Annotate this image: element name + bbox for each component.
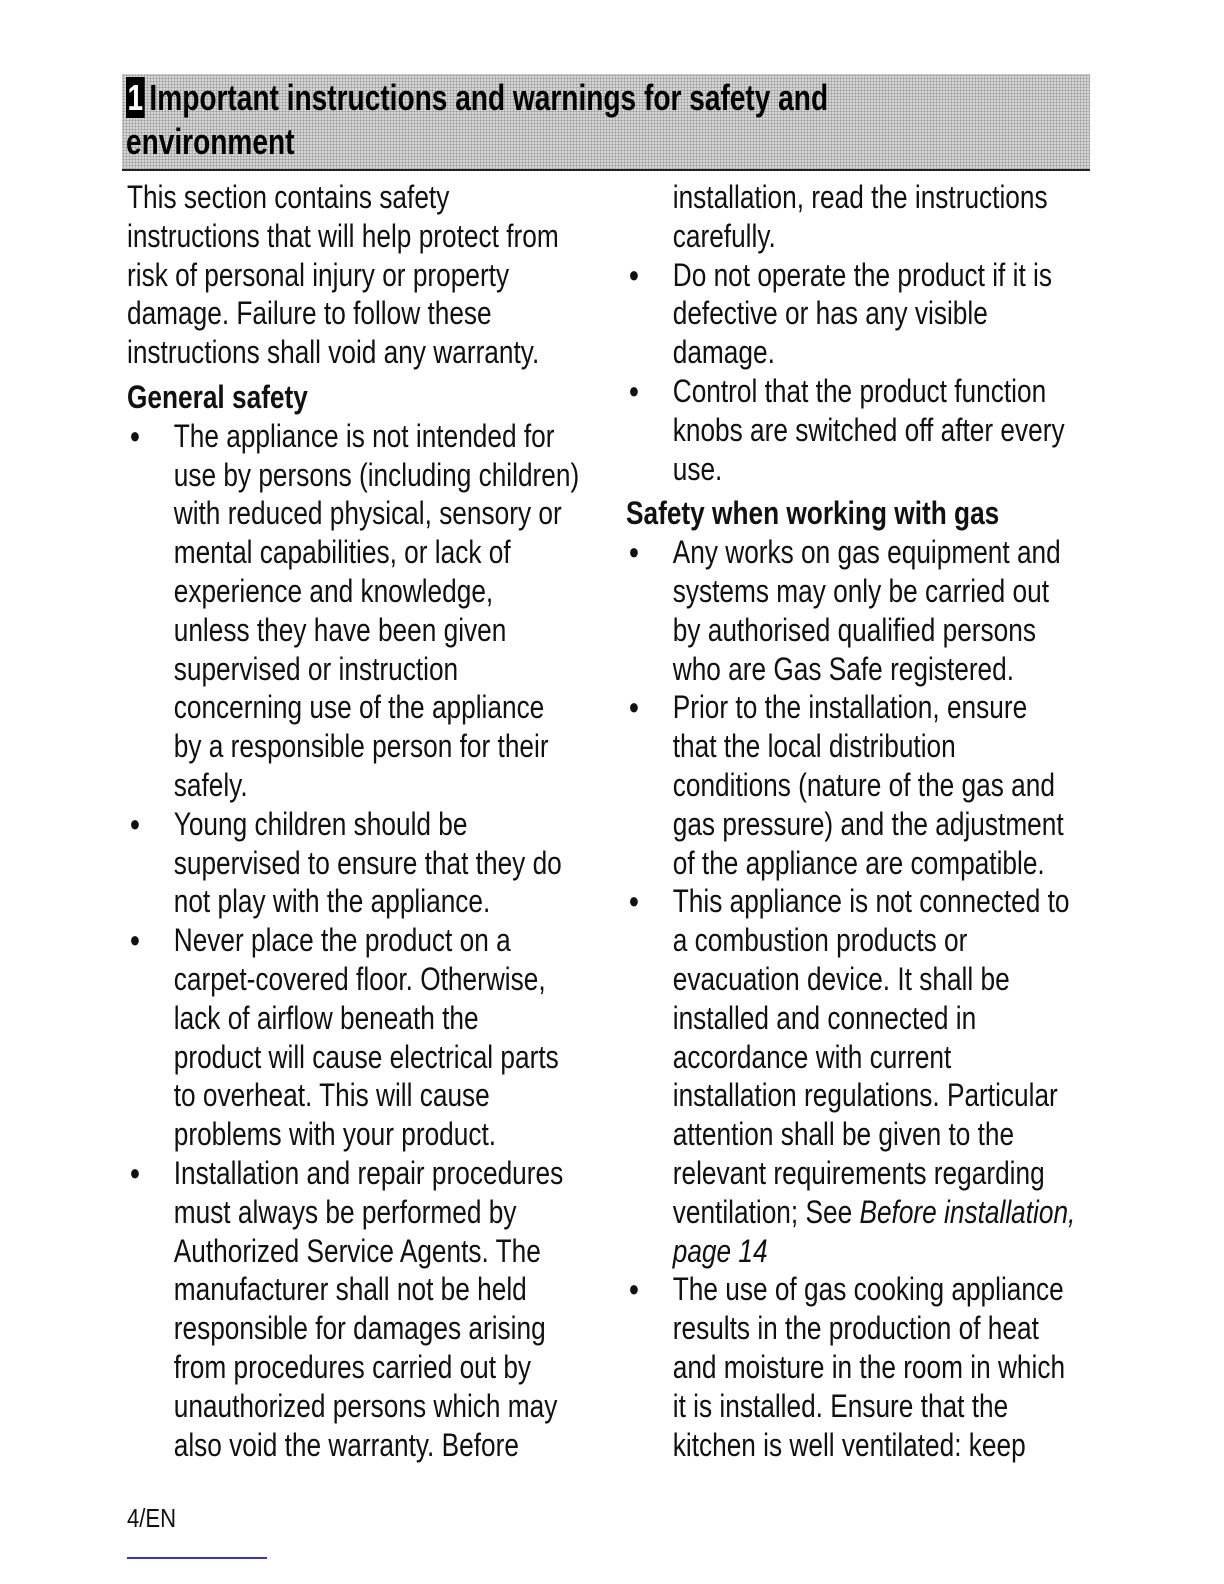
text-line <box>626 1426 1075 1465</box>
text: Young children should be <box>173 805 468 842</box>
text-line <box>626 1115 1075 1154</box>
text-line <box>127 688 579 727</box>
text: Control that the product function <box>672 372 1047 409</box>
text-line <box>626 688 1075 727</box>
text: manufacturer shall not be held <box>173 1271 527 1308</box>
text: unauthorized persons which may <box>173 1387 558 1424</box>
text: and moisture in the room in which <box>672 1348 1066 1385</box>
text: knobs are switched off after every <box>672 411 1065 448</box>
text-line <box>626 650 1075 689</box>
text: of the appliance are compatible. <box>672 844 1045 881</box>
bullet-icon: ● <box>129 1159 141 1185</box>
bullet-item <box>626 1270 1075 1464</box>
text-line <box>127 1270 579 1309</box>
text-line <box>626 1270 1075 1309</box>
text: The use of gas cooking appliance <box>672 1271 1064 1308</box>
text: General safety <box>127 378 308 415</box>
text: Never place the product on a <box>173 922 511 959</box>
text: concerning use of the appliance <box>173 689 545 726</box>
text-line <box>626 411 1075 450</box>
text: also void the warranty. Before <box>173 1426 519 1463</box>
paragraph <box>127 178 579 372</box>
text-line <box>626 611 1075 650</box>
text-segment: ventilation; See <box>672 1193 860 1230</box>
text-line <box>127 217 579 256</box>
text: gas pressure) and the adjustment <box>672 805 1064 842</box>
text: safely. <box>173 766 248 803</box>
text-line <box>626 256 1075 295</box>
text-line <box>127 1309 579 1348</box>
bullet-icon: ● <box>628 888 640 914</box>
text: instructions shall void any warranty. <box>127 334 540 371</box>
text-line <box>127 1348 579 1387</box>
text-line <box>626 1309 1075 1348</box>
italic-reference: Before installation, <box>859 1193 1076 1230</box>
bullet-item <box>626 882 1075 1270</box>
text: use by persons (including children) <box>173 456 580 493</box>
text-line <box>127 805 579 844</box>
text: kitchen is well ventilated: keep <box>672 1426 1026 1463</box>
text-line <box>127 1154 579 1193</box>
text-line <box>626 727 1075 766</box>
text: to overheat. This will cause <box>173 1077 490 1114</box>
text-line <box>127 882 579 921</box>
text-line <box>127 611 579 650</box>
page-number: 4/EN <box>127 1503 177 1533</box>
text: systems may only be carried out <box>672 572 1049 609</box>
text: conditions (nature of the gas and <box>672 766 1055 803</box>
text: who are Gas Safe registered. <box>672 650 1015 687</box>
text-line <box>127 960 579 999</box>
text-line <box>127 456 579 495</box>
italic-reference: page 14 <box>672 1232 768 1269</box>
text-line <box>127 333 579 372</box>
bullet-item <box>127 417 579 805</box>
text-line <box>626 1076 1075 1115</box>
text-line <box>626 766 1075 805</box>
right-column <box>626 178 1174 1464</box>
text-line <box>127 921 579 960</box>
left-column <box>127 178 678 1464</box>
text: Prior to the installation, ensure <box>672 689 1028 726</box>
text: accordance with current <box>672 1038 952 1075</box>
text: supervised to ensure that they do <box>173 844 562 881</box>
text: a combustion products or <box>672 922 968 959</box>
text-line <box>626 1193 1075 1232</box>
text-line <box>626 294 1075 333</box>
text-line <box>127 533 579 572</box>
text-line <box>127 378 579 417</box>
text: must always be performed by <box>173 1193 517 1230</box>
text-line <box>626 1232 1075 1271</box>
bullet-icon: ● <box>628 1276 640 1302</box>
text-line <box>127 417 579 456</box>
text-line <box>127 999 579 1038</box>
text-line <box>127 294 579 333</box>
text-line <box>626 844 1075 883</box>
subheading <box>626 494 1075 533</box>
text: by a responsible person for their <box>173 728 549 765</box>
bullet-icon: ● <box>628 261 640 287</box>
text: use. <box>672 450 723 487</box>
text-line <box>127 1115 579 1154</box>
text: that the local distribution <box>672 728 956 765</box>
bullet-item <box>626 256 1075 372</box>
text-line <box>626 999 1075 1038</box>
bullet-item <box>127 1154 579 1464</box>
text-line <box>127 1232 579 1271</box>
bullet-icon: ● <box>129 810 141 836</box>
text: damage. <box>672 334 775 371</box>
bullet-icon: ● <box>628 539 640 565</box>
subheading <box>127 378 579 417</box>
text-line <box>626 1387 1075 1426</box>
text-line <box>127 1193 579 1232</box>
section-header <box>122 74 1090 171</box>
text: not play with the appliance. <box>173 883 491 920</box>
text-line <box>626 494 1075 533</box>
text-line <box>127 178 579 217</box>
text-line <box>626 805 1075 844</box>
text-line <box>626 450 1075 489</box>
section-title-line1: Important instructions and warnings for safety and <box>149 77 829 118</box>
bullet-icon: ● <box>628 377 640 403</box>
text-line <box>626 1348 1075 1387</box>
text: This appliance is not connected to <box>672 883 1070 920</box>
text-line <box>626 333 1075 372</box>
text: Safety when working with gas <box>626 495 1000 532</box>
text-line <box>626 372 1075 411</box>
text-line <box>127 1076 579 1115</box>
text: product will cause electrical parts <box>173 1038 559 1075</box>
text: unless they have been given <box>173 611 507 648</box>
text: Installation and repair procedures <box>173 1154 564 1191</box>
text: carpet-covered floor. Otherwise, <box>173 960 546 997</box>
text: installation, read the instructions <box>672 179 1048 215</box>
text-line <box>626 1038 1075 1077</box>
text: carefully. <box>672 217 776 254</box>
text: The appliance is not intended for <box>173 417 555 454</box>
text: relevant requirements regarding <box>672 1154 1045 1191</box>
text-line <box>626 882 1075 921</box>
text-line <box>626 921 1075 960</box>
text-line <box>626 533 1075 572</box>
bullet-item <box>626 372 1075 488</box>
text: damage. Failure to follow these <box>127 295 492 332</box>
text: lack of airflow beneath the <box>173 999 479 1036</box>
text: installed and connected in <box>672 999 977 1036</box>
text: Authorized Service Agents. The <box>173 1232 541 1269</box>
bullet-icon: ● <box>129 422 141 448</box>
text: experience and knowledge, <box>173 572 494 609</box>
text: it is installed. Ensure that the <box>672 1387 1009 1424</box>
text: Do not operate the product if it is <box>672 256 1052 293</box>
text: evacuation device. It shall be <box>672 960 1010 997</box>
text: Any works on gas equipment and <box>672 534 1061 571</box>
text: installation regulations. Particular <box>672 1077 1058 1114</box>
text-line <box>127 494 579 533</box>
text: from procedures carried out by <box>173 1348 532 1385</box>
bullet-icon: ● <box>628 694 640 720</box>
text: risk of personal injury or property <box>127 256 510 293</box>
text: with reduced physical, sensory or <box>173 495 562 532</box>
text-line <box>127 256 579 295</box>
text: attention shall be given to the <box>672 1116 1015 1153</box>
text-line <box>127 1426 579 1465</box>
text-line <box>127 650 579 689</box>
section-number: 1 <box>127 77 144 118</box>
text: supervised or instruction <box>173 650 459 687</box>
text-line <box>127 727 579 766</box>
bullet-icon: ● <box>129 927 141 953</box>
footer-rule <box>127 1557 267 1559</box>
bullet-item <box>626 688 1075 882</box>
text-line <box>626 1154 1075 1193</box>
text-line <box>127 1038 579 1077</box>
bullet-item <box>626 533 1075 688</box>
text-line <box>626 572 1075 611</box>
text: mental capabilities, or lack of <box>173 534 511 571</box>
text: results in the production of heat <box>672 1310 1039 1347</box>
text-line <box>127 766 579 805</box>
text-line <box>626 960 1075 999</box>
text-line <box>127 572 579 611</box>
bullet-item <box>127 921 579 1154</box>
paragraph <box>626 178 1075 256</box>
text: by authorised qualified persons <box>672 611 1036 648</box>
text-line <box>626 217 1075 256</box>
text-line <box>127 1387 579 1426</box>
text: defective or has any visible <box>672 295 988 332</box>
section-title-line2: environment <box>126 121 295 162</box>
bullet-item <box>127 805 579 921</box>
text: instructions that will help protect from <box>127 217 559 254</box>
text-line <box>127 844 579 883</box>
text: responsible for damages arising <box>173 1310 546 1347</box>
text: problems with your product. <box>173 1116 497 1153</box>
text-line <box>626 178 1075 217</box>
text: This section contains safety <box>127 179 450 215</box>
